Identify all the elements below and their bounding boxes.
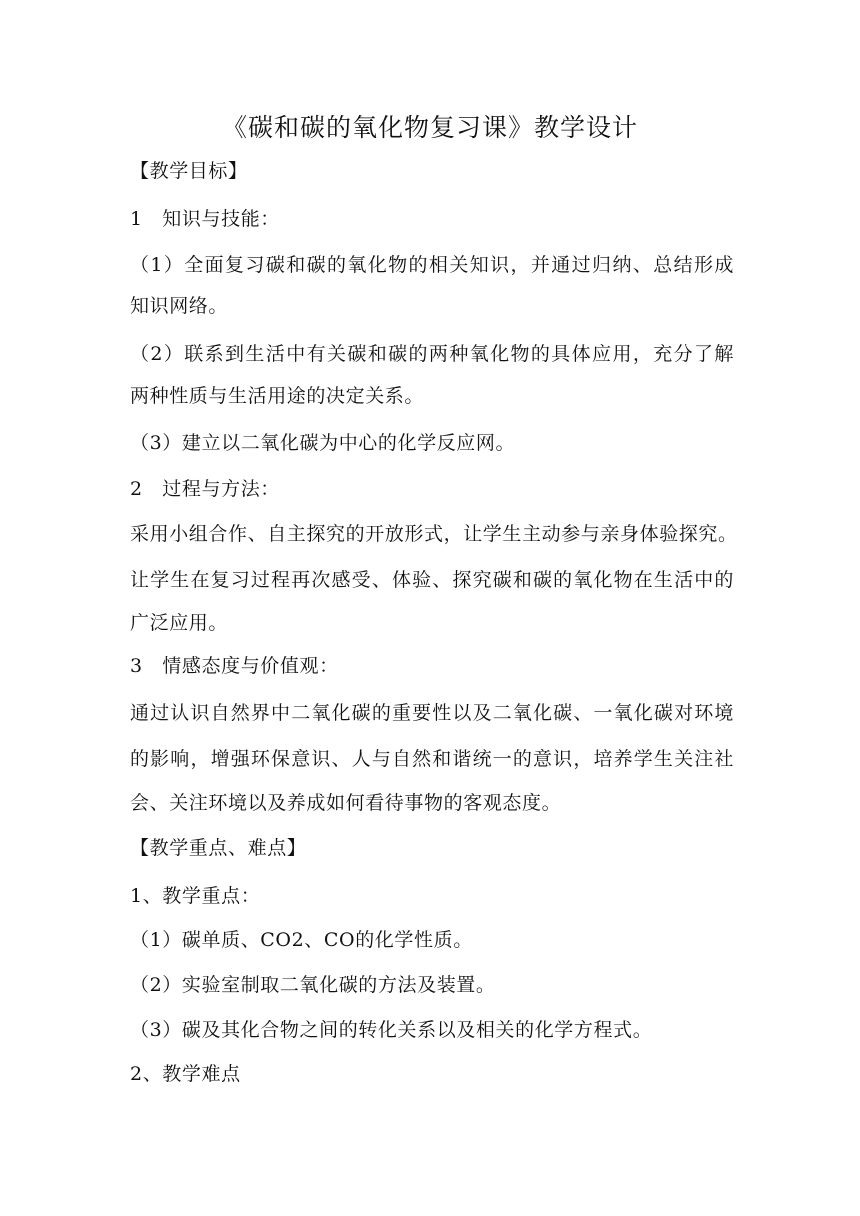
list-item: （1）碳单质、CO2、CO的化学性质。: [130, 929, 473, 951]
paragraph-line: 让学生在复习过程再次感受、体验、探究碳和碳的氧化物在生活中的: [130, 569, 734, 591]
paragraph-line: 会、关注环境以及养成如何看待事物的客观态度。: [130, 792, 562, 814]
subheading-key-points: 1、教学重点：: [130, 885, 261, 907]
paragraph-line: （1）全面复习碳和碳的氧化物的相关知识，并通过归纳、总结形成: [130, 254, 734, 276]
document-title: 《碳和碳的氧化物复习课》教学设计: [221, 113, 638, 142]
paragraph-line: 采用小组合作、自主探究的开放形式，让学生主动参与亲身体验探究。: [130, 523, 738, 545]
list-item: （3）碳及其化合物之间的转化关系以及相关的化学方程式。: [130, 1019, 653, 1041]
paragraph-line: 广泛应用。: [130, 612, 229, 634]
paragraph-line: 两种性质与生活用途的决定关系。: [130, 385, 425, 407]
paragraph-line: 通过认识自然界中二氧化碳的重要性以及二氧化碳、一氧化碳对环境: [130, 702, 734, 724]
paragraph-line: 知识网络。: [130, 295, 229, 317]
paragraph-line: （2）联系到生活中有关碳和碳的两种氧化物的具体应用，充分了解: [130, 343, 734, 365]
section-heading-objectives: 【教学目标】: [130, 160, 248, 182]
subheading-process-method: 2 过程与方法：: [130, 478, 280, 500]
subheading-attitude-values: 3 情感态度与价值观：: [130, 655, 339, 677]
paragraph-line: 的影响，增强环保意识、人与自然和谐统一的意识，培养学生关注社: [130, 748, 734, 770]
section-heading-key-points: 【教学重点、难点】: [130, 837, 307, 859]
subheading-difficulties: 2、教学难点: [130, 1063, 241, 1085]
subheading-knowledge-skills: 1 知识与技能：: [130, 208, 280, 230]
paragraph-line: （3）建立以二氧化碳为中心的化学反应网。: [130, 432, 516, 454]
list-item: （2）实验室制取二氧化碳的方法及装置。: [130, 974, 496, 996]
